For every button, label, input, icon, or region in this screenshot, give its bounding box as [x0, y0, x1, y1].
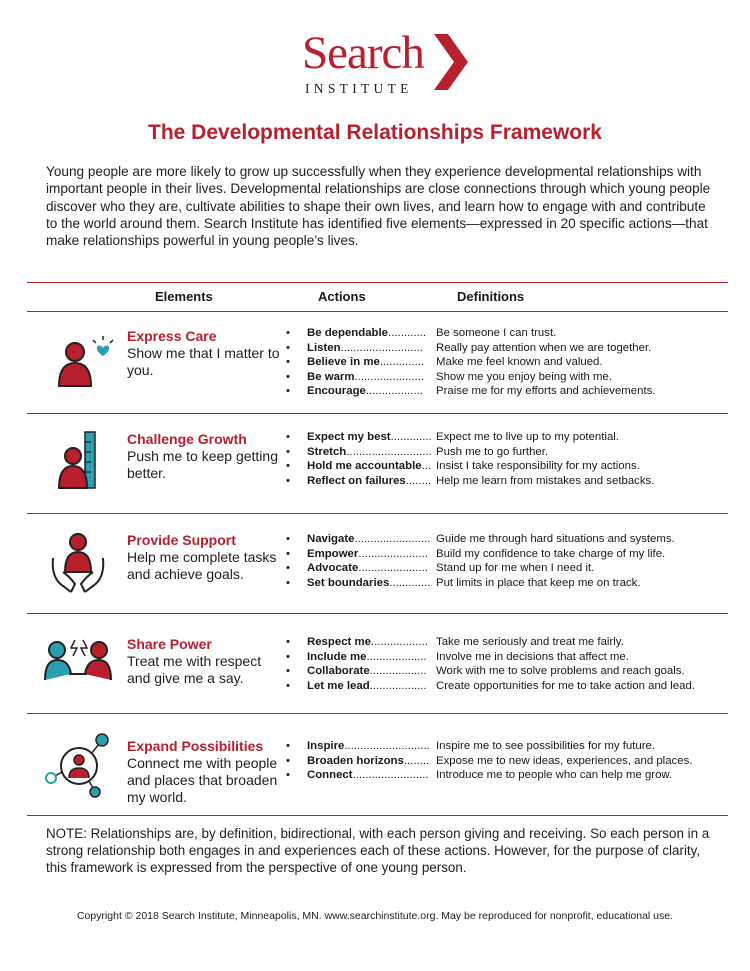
- action-term: Listen..........................: [307, 341, 423, 354]
- list-item: • Hold me accountable... Insist I take responsibility for my actions.: [286, 460, 640, 473]
- divider: [27, 815, 728, 816]
- list-item: • Broaden horizons........ Expose me to new ideas, experiences, and places.: [286, 754, 693, 767]
- action-definition: Really pay attention when we are together.: [436, 341, 652, 354]
- action-term: Respect me..................: [307, 636, 428, 648]
- action-definition: Involve me in decisions that affect me.: [436, 650, 629, 663]
- action-term: Include me...................: [307, 650, 427, 663]
- action-definition: Show me you enjoy being with me.: [436, 370, 613, 383]
- action-term: Be dependable............: [307, 327, 427, 339]
- action-list: [286, 739, 726, 783]
- element-description: Connect me with people and places that broaden my world.: [127, 755, 278, 805]
- action-term: Connect........................: [307, 769, 429, 782]
- element-name: Challenge Growth: [127, 431, 247, 447]
- action-term: Reflect on failures........: [307, 474, 432, 487]
- action-term: Let me lead..................: [307, 679, 427, 692]
- copyright-footer: Copyright © 2018 Search Institute, Minneapolis, MN. www.searchinstitute.org. May be reproduced for nonprofit, educational use.: [76, 910, 674, 922]
- element-description: Treat me with respect and give me a say.: [127, 653, 262, 686]
- list-item: • Encourage.................. Praise me for my efforts and achievements.: [286, 385, 656, 398]
- action-term: Encourage..................: [307, 385, 423, 398]
- list-item: • Set boundaries............. Put limits in place that keep me on track.: [286, 576, 641, 589]
- logo-subtitle: INSTITUTE: [305, 81, 413, 96]
- action-term: Navigate........................: [307, 533, 431, 545]
- list-item: • Navigate........................ Guide me through hard situations and systems.: [286, 533, 675, 545]
- search-institute-logo: [0, 27, 750, 110]
- list-item: • Reflect on failures........ Help me learn from mistakes and setbacks.: [286, 474, 655, 487]
- header-definitions: Definitions: [457, 289, 525, 304]
- growth-ruler-icon: [41, 428, 116, 500]
- action-definition: Expose me to new ideas, experiences, and places.: [436, 754, 693, 767]
- action-definition: Be someone I can trust.: [436, 327, 557, 339]
- element-row-express-care: [27, 312, 728, 413]
- support-hands-icon: [41, 528, 116, 600]
- network-person-icon: [41, 728, 116, 800]
- action-definition: Expect me to live up to my potential.: [436, 431, 619, 443]
- element-row-share-power: [27, 614, 728, 713]
- action-definition: Push me to go further.: [436, 445, 549, 458]
- list-item: • Respect me.................. Take me seriously and treat me fairly.: [286, 636, 624, 648]
- action-definition: Work with me to solve problems and reach goals.: [436, 665, 685, 678]
- list-item: • Inspire........................... Inspire me to see possibilities for my future.: [286, 740, 656, 752]
- list-item: • Stretch........................... Push me to go further.: [286, 445, 549, 458]
- action-term: Stretch...........................: [307, 445, 432, 458]
- share-power-icon: [41, 630, 116, 702]
- element-row-provide-support: [27, 514, 728, 613]
- list-item: • Include me................... Involve me in decisions that affect me.: [286, 650, 629, 663]
- action-definition: Make me feel known and valued.: [436, 356, 603, 369]
- action-term: Expect my best.............: [307, 431, 432, 443]
- header-elements: Elements: [155, 289, 213, 304]
- action-definition: Introduce me to people who can help me grow.: [436, 769, 673, 782]
- header-actions: Actions: [318, 289, 366, 304]
- list-item: • Empower...................... Build my confidence to take charge of my life.: [286, 547, 666, 560]
- action-term: Believe in me..............: [307, 356, 425, 369]
- action-term: Inspire...........................: [307, 740, 430, 752]
- page-title: The Developmental Relationships Framework: [148, 121, 602, 144]
- logo-wordmark: Search: [302, 27, 424, 79]
- action-definition: Praise me for my efforts and achievements.: [436, 385, 656, 398]
- action-term: Be warm......................: [307, 370, 425, 383]
- action-definition: Inspire me to see possibilities for my future.: [436, 740, 656, 752]
- list-item: • Expect my best............. Expect me to live up to my potential.: [286, 431, 619, 443]
- note-paragraph: NOTE: Relationships are, by definition, bidirectional, with each person giving and receiving. So each person in a strong relationship both engages in and experiences each of these actions. However, for the purpose of clarity, this framework is expressed from the perspective of one young person.: [46, 826, 710, 875]
- heart-person-icon: [41, 330, 116, 402]
- action-term: Set boundaries.............: [307, 576, 431, 589]
- list-item: • Advocate...................... Stand up for me when I need it.: [286, 562, 595, 575]
- action-definition: Take me seriously and treat me fairly.: [436, 636, 624, 648]
- action-definition: Insist I take responsibility for my actions.: [436, 460, 640, 473]
- action-list: [286, 532, 726, 590]
- action-list: [286, 635, 726, 693]
- element-description: Push me to keep getting better.: [127, 448, 278, 481]
- action-list: [286, 326, 726, 399]
- intro-paragraph: Young people are more likely to grow up successfully when they experience developmental relationships with important people in their lives. Developmental relationships are close connections through which young people discover who they are, cultivate abilities to shape their own lives, and learn how to engage with and contribute to the world around them. Search Institute has identified five elements—expressed in 20 specific actions—that make relationships powerful in young people’s lives.: [46, 164, 711, 249]
- element-name: Share Power: [127, 636, 212, 652]
- list-item: • Be warm...................... Show me you enjoy being with me.: [286, 370, 613, 383]
- element-row-challenge-growth: [27, 414, 728, 513]
- list-item: • Collaborate.................. Work with me to solve problems and reach goals.: [286, 665, 685, 678]
- list-item: • Connect........................ Introduce me to people who can help me grow.: [286, 769, 673, 782]
- action-definition: Create opportunities for me to take action and lead.: [436, 679, 695, 692]
- action-term: Collaborate..................: [307, 665, 427, 678]
- divider: [27, 282, 728, 283]
- list-item: • Be dependable............ Be someone I can trust.: [286, 327, 557, 339]
- action-term: Broaden horizons........: [307, 754, 430, 767]
- element-description: Help me complete tasks and achieve goals.: [127, 549, 277, 582]
- element-name: Express Care: [127, 328, 217, 344]
- element-description: Show me that I matter to you.: [127, 345, 280, 378]
- list-item: • Let me lead.................. Create opportunities for me to take action and lead.: [286, 679, 695, 692]
- action-definition: Stand up for me when I need it.: [436, 562, 595, 575]
- action-term: Hold me accountable...: [307, 460, 432, 473]
- element-name: Provide Support: [127, 532, 236, 548]
- action-definition: Guide me through hard situations and systems.: [436, 533, 675, 545]
- chevron-right-icon: [430, 32, 470, 92]
- list-item: • Believe in me.............. Make me feel known and valued.: [286, 356, 603, 369]
- list-item: • Listen.......................... Really pay attention when we are together.: [286, 341, 652, 354]
- action-definition: Build my confidence to take charge of my life.: [436, 547, 666, 560]
- element-row-expand-possibilities: [27, 714, 728, 815]
- element-name: Expand Possibilities: [127, 738, 264, 754]
- action-term: Advocate......................: [307, 562, 428, 575]
- action-definition: Help me learn from mistakes and setbacks.: [436, 474, 655, 487]
- action-term: Empower......................: [307, 547, 428, 560]
- action-list: [286, 430, 726, 488]
- action-definition: Put limits in place that keep me on track.: [436, 576, 641, 589]
